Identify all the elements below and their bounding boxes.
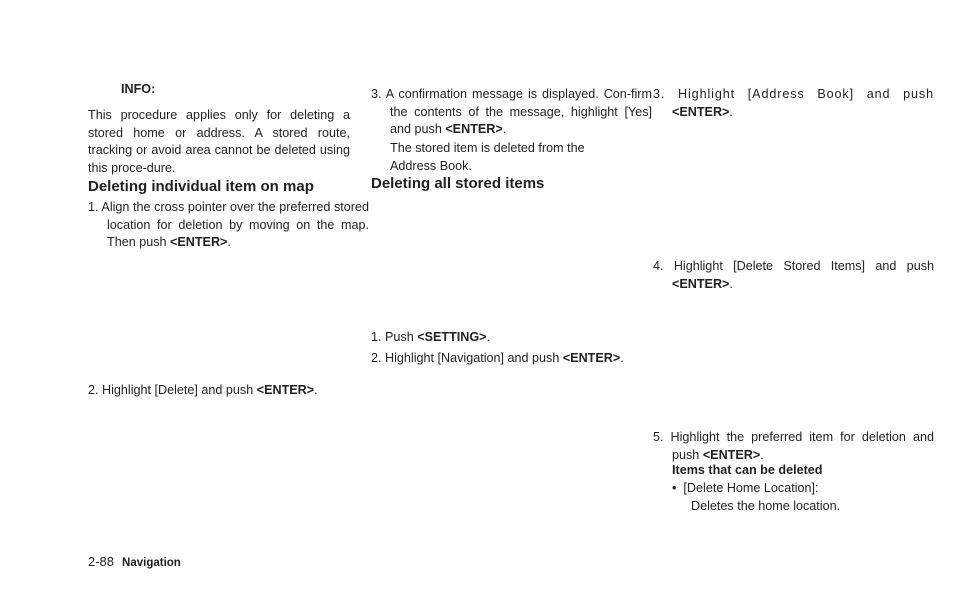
step-text: 3. Highlight [Address Book] and push [653,87,934,101]
step-4-all [653,258,934,293]
step-end: . [729,104,734,119]
step-text: 2. Highlight [Navigation] and push [371,351,563,365]
setting-key: <SETTING> [417,330,487,344]
step-3-note: The stored item is deleted from the Address Book. [390,141,585,173]
items-heading: Items that can be deleted [672,463,823,477]
heading-deleting-all: Deleting all stored items [371,175,545,192]
step-end: . [486,330,491,344]
bullet-description: Deletes the home location. [691,499,841,513]
step-text: 5. Highlight the preferred item for deletion and push [653,430,934,462]
page-footer [88,553,181,572]
bullet-text: [Delete Home Location]: [683,481,819,495]
section-name: Navigation [122,557,181,569]
step-2-individual [88,382,369,400]
info-text: This procedure applies only for deleting a stored home or address. A stored route, tracking or avoid area cannot be deleted using this proce-dure. [88,108,350,175]
step-end: . [760,447,764,462]
step-1-individual [88,199,369,252]
enter-key: <ENTER> [170,235,228,249]
step-5-all [653,429,934,464]
step-3-individual [371,86,652,139]
info-label: INFO: [121,82,156,96]
page-number: 2-88 [88,554,115,569]
step-1-all [371,329,652,347]
enter-key: <ENTER> [445,122,503,136]
step-end: . [729,276,733,291]
enter-key: <ENTER> [562,351,621,365]
bullet-dot-icon: • [672,481,684,495]
step-text: 1. Align the cross pointer over the preferred stored location for deletion by moving on the map. Then push [88,200,369,249]
step-2-all [371,350,652,368]
step-text: 2. Highlight [Delete] and push [88,383,257,397]
enter-key: <ENTER> [256,383,315,397]
step-end: . [314,383,318,397]
step-end: . [227,235,231,249]
step-text: 4. Highlight [Delete Stored Items] and push [653,259,934,273]
bullet-delete-home [653,480,915,498]
step-text: 3. A confirmation message is displayed. Con-firm the contents of the message, highlight [Yes] and push [371,87,652,136]
enter-key: <ENTER> [672,276,730,291]
step-end: . [502,122,507,136]
enter-key: <ENTER> [672,104,730,119]
enter-key: <ENTER> [702,447,761,462]
heading-deleting-individual: Deleting individual item on map [88,178,314,195]
step-3-all [653,86,934,121]
step-end: . [620,351,624,365]
step-text: 1. Push [371,330,418,344]
